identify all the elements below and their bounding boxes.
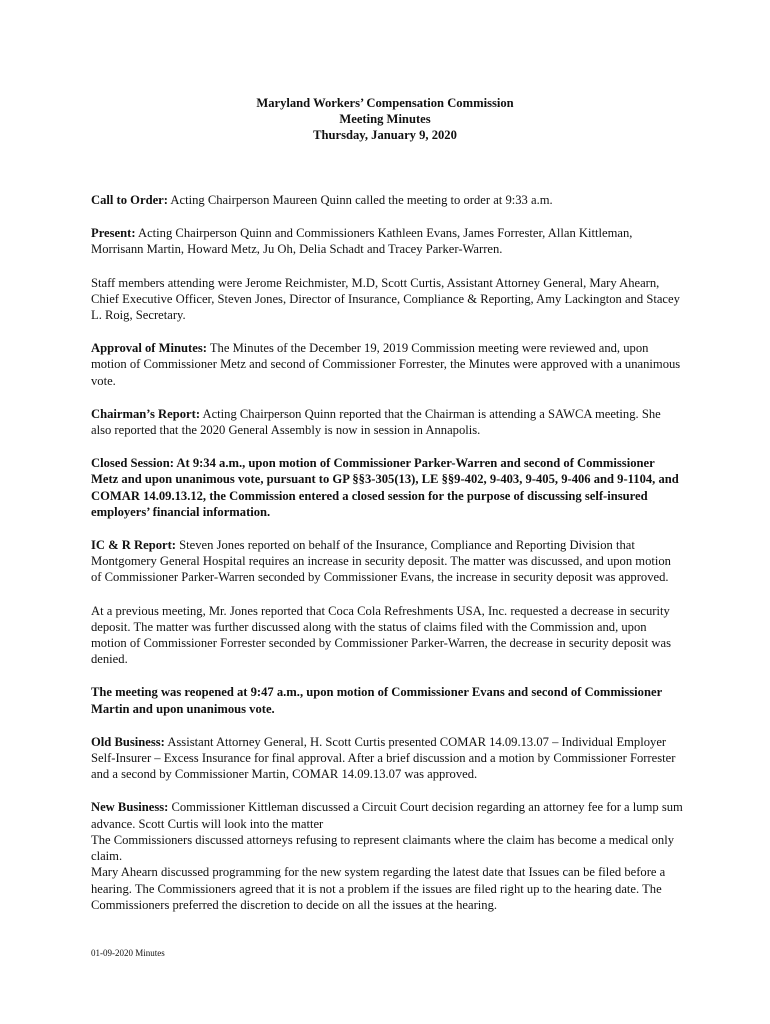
new-business-paragraph (91, 799, 683, 912)
new-business-item: The Commissioners discussed attorneys refusing to represent claimants where the claim has become a medical only claim. (91, 832, 674, 864)
section-label: Call to Order: (91, 193, 168, 207)
call-to-order-paragraph (91, 192, 683, 208)
minutes-body (91, 192, 683, 930)
section-text: Acting Chairperson Maureen Quinn called the meeting to order at 9:33 a.m. (170, 193, 553, 207)
section-label: Old Business: (91, 734, 165, 749)
document-title: Meeting Minutes (339, 112, 431, 126)
document-header (0, 95, 770, 143)
section-text: Acting Chairperson Quinn and Commissioners Kathleen Evans, James Forrester, Allan Kittleman, Morrisann Martin, Howard Metz, Ju Oh, Delia Schadt and Tracey Parker-Warren. (91, 226, 633, 257)
section-text: Commissioner Kittleman discussed a Circuit Court decision regarding an attorney fee for a lump sum advance. Scott Curtis will look into the matter (91, 800, 683, 831)
section-label: IC & R Report: (91, 538, 176, 553)
meeting-date: Thursday, January 9, 2020 (313, 128, 457, 142)
section-label: Present: (91, 226, 136, 241)
section-label: Approval of Minutes: (91, 341, 207, 356)
reopened-paragraph: The meeting was reopened at 9:47 a.m., upon motion of Commissioner Evans and second of Commissioner Martin and upon unanimous vote. (91, 685, 662, 716)
section-label: New Business: (91, 800, 169, 815)
section-text: Acting Chairperson Quinn reported that the Chairman is attending a SAWCA meeting. She also reported that the 2020 General Assembly is now in session in Annapolis. (91, 406, 661, 438)
section-text: Steven Jones reported on behalf of the Insurance, Compliance and Reporting Division that Montgomery General Hospital requires an increase in security deposit. The matter was discussed, and upon motion of Commissioner Parker-Warren seconded by Commissioner Evans, the increase in security deposit was approved. (91, 538, 671, 585)
page-footer: 01-09-2020 Minutes (91, 948, 165, 958)
section-label: Chairman’s Report: (91, 406, 201, 421)
section-text: The Minutes of the December 19, 2019 Commission meeting were reviewed and, upon motion of Commissioner Metz and second of Commissioner Forrester, the Minutes were approved with a unanimous vote. (91, 341, 681, 388)
previous-meeting-paragraph: At a previous meeting, Mr. Jones reported that Coca Cola Refreshments USA, Inc. requested a decrease in security deposit. The matter was further discussed along with the status of claims filed with the Commission and, upon motion of Commissioner Forrester seconded by Commissioner Parker-Warren, the decrease in security deposit was denied. (91, 603, 672, 667)
present-paragraph (91, 225, 683, 257)
closed-session-paragraph: Closed Session: At 9:34 a.m., upon motion of Commissioner Parker-Warren and second of Commissioner Metz and upon unanimous vote, pursuant to GP §§3-305(13), LE §§9-402, 9-403, 9-405, 9-406 and 9-1104, and COMAR 14.09.13.12, the Commission entered a closed session for the purpose of discussing self-insured employers’ financial information. (91, 456, 679, 519)
approval-paragraph (91, 340, 683, 389)
commission-title: Maryland Workers’ Compensation Commission (256, 96, 514, 110)
new-business-item (91, 799, 683, 831)
staff-paragraph: Staff members attending were Jerome Reichmister, M.D, Scott Curtis, Assistant Attorney General, Mary Ahearn, Chief Executive Officer, Steven Jones, Director of Insurance, Compliance & Reporting, Amy Lackington and Stacey L. Roig, Secretary. (91, 275, 680, 323)
icr-report-paragraph (91, 537, 683, 586)
old-business-paragraph (91, 734, 683, 783)
section-text: Assistant Attorney General, H. Scott Curtis presented COMAR 14.09.13.07 – Individual Employer Self-Insurer – Excess Insurance for final approval. After a brief discussion and a motion by Commissioner Forrester and a second by Commissioner Martin, COMAR 14.09.13.07 was approved. (91, 734, 676, 782)
new-business-item: Mary Ahearn discussed programming for the new system regarding the latest date that Issues can be filed before a hearing. The Commissioners agreed that it is not a problem if the issues are filed right up to the hearing date. The Commissioners preferred the discretion to decide on all the issues at the hearing. (91, 865, 666, 912)
chairman-report-paragraph (91, 406, 683, 438)
